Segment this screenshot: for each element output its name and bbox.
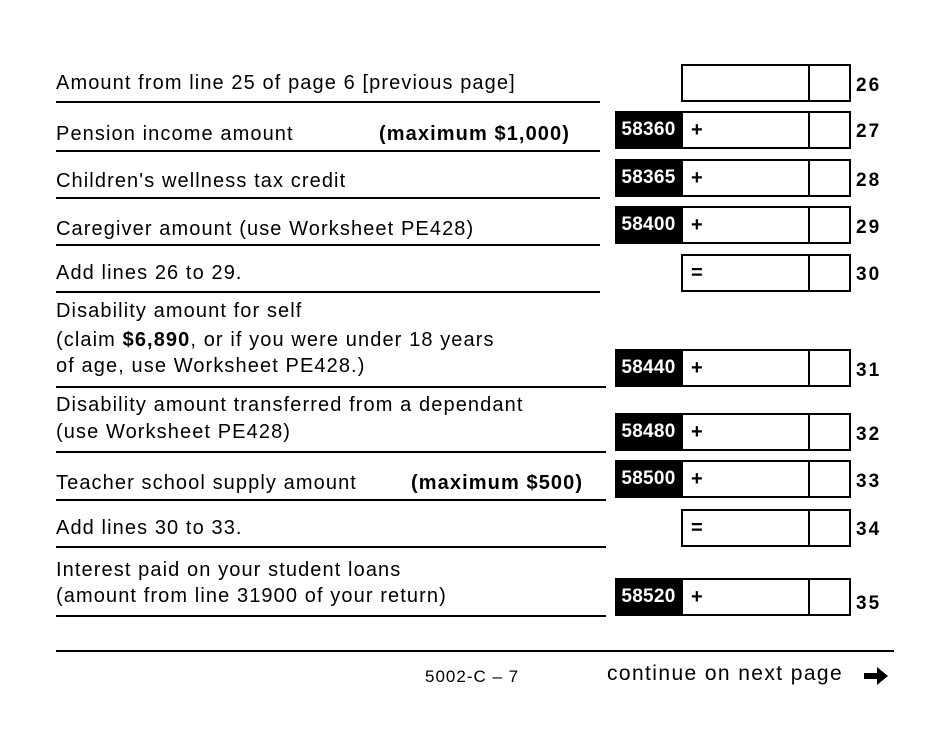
cents-divider xyxy=(808,113,810,147)
line-33-amount-field[interactable] xyxy=(681,460,851,498)
cents-divider xyxy=(808,415,810,449)
line-32-label-line2: (use Worksheet PE428) xyxy=(56,421,292,443)
plus-sign: + xyxy=(691,421,703,443)
plus-sign: + xyxy=(691,586,703,608)
line-34-amount-field[interactable] xyxy=(681,509,851,547)
line-27-label: Pension income amount xyxy=(56,123,294,145)
line-27-number: 27 xyxy=(856,121,882,142)
line-31-code: 58440 xyxy=(615,349,682,387)
line-35-code: 58520 xyxy=(615,578,682,616)
equals-sign: = xyxy=(691,262,703,284)
line-31-label-line3: of age, use Worksheet PE428.) xyxy=(56,355,366,377)
line-31-label-line1: Disability amount for self xyxy=(56,300,303,322)
line-34-number: 34 xyxy=(856,519,882,540)
line-28-label: Children's wellness tax credit xyxy=(56,170,347,192)
line-33-label: Teacher school supply amount xyxy=(56,472,357,494)
cents-divider xyxy=(808,351,810,385)
cents-divider xyxy=(808,161,810,195)
line-27-rule xyxy=(56,150,600,152)
plus-sign: + xyxy=(691,357,703,379)
line-31-rule xyxy=(56,386,606,388)
cents-divider xyxy=(808,256,810,290)
line-26-label: Amount from line 25 of page 6 [previous page] xyxy=(56,72,516,94)
line-32-code: 58480 xyxy=(615,413,682,451)
line-27-amount-field[interactable] xyxy=(681,111,851,149)
plus-sign: + xyxy=(691,468,703,490)
line-29-code: 58400 xyxy=(615,206,682,244)
line-35-number: 35 xyxy=(856,593,882,614)
line-29-rule xyxy=(56,244,600,246)
line-29-amount-field[interactable] xyxy=(681,206,851,244)
line-31-amount-field[interactable] xyxy=(681,349,851,387)
line-33-note: (maximum $500) xyxy=(411,472,584,494)
line-33-code: 58500 xyxy=(615,460,682,498)
line-26-amount-field[interactable] xyxy=(681,64,851,102)
cents-divider xyxy=(808,511,810,545)
line-30-amount-field[interactable] xyxy=(681,254,851,292)
line-34-rule xyxy=(56,546,606,548)
line-35-amount-field[interactable] xyxy=(681,578,851,616)
line-30-number: 30 xyxy=(856,264,882,285)
equals-sign: = xyxy=(691,517,703,539)
line-28-code: 58365 xyxy=(615,159,682,197)
cents-divider xyxy=(808,208,810,242)
line-32-number: 32 xyxy=(856,424,882,445)
line-28-number: 28 xyxy=(856,170,882,191)
line-26-rule xyxy=(56,101,600,103)
line-32-label-line1: Disability amount transferred from a dependant xyxy=(56,394,524,416)
line-31-label-line2: (claim $6,890, or if you were under 18 years xyxy=(56,329,495,351)
line-32-rule xyxy=(56,451,606,453)
line-29-label: Caregiver amount (use Worksheet PE428) xyxy=(56,218,475,240)
line-28-amount-field[interactable] xyxy=(681,159,851,197)
plus-sign: + xyxy=(691,214,703,236)
line-30-rule xyxy=(56,291,600,293)
line-34-label: Add lines 30 to 33. xyxy=(56,517,243,539)
disability-claim-amount: $6,890 xyxy=(122,329,191,351)
line-32-amount-field[interactable] xyxy=(681,413,851,451)
line-33-number: 33 xyxy=(856,471,882,492)
plus-sign: + xyxy=(691,167,703,189)
line-31-number: 31 xyxy=(856,360,882,381)
line-33-rule xyxy=(56,499,606,501)
page-number: 5002-C – 7 xyxy=(425,667,520,686)
line-35-rule xyxy=(56,615,606,617)
cents-divider xyxy=(808,66,810,100)
line-29-number: 29 xyxy=(856,217,882,238)
continue-next-page: continue on next page xyxy=(607,662,844,685)
cents-divider xyxy=(808,580,810,614)
line-26-number: 26 xyxy=(856,75,882,96)
line-35-label-line2: (amount from line 31900 of your return) xyxy=(56,585,447,607)
line-27-code: 58360 xyxy=(615,111,682,149)
footer-rule xyxy=(56,650,894,652)
plus-sign: + xyxy=(691,119,703,141)
cents-divider xyxy=(808,462,810,496)
line-28-rule xyxy=(56,197,600,199)
line-35-label-line1: Interest paid on your student loans xyxy=(56,559,402,581)
line-27-note: (maximum $1,000) xyxy=(379,123,571,145)
line-30-label: Add lines 26 to 29. xyxy=(56,262,243,284)
right-arrow-icon xyxy=(862,664,890,688)
